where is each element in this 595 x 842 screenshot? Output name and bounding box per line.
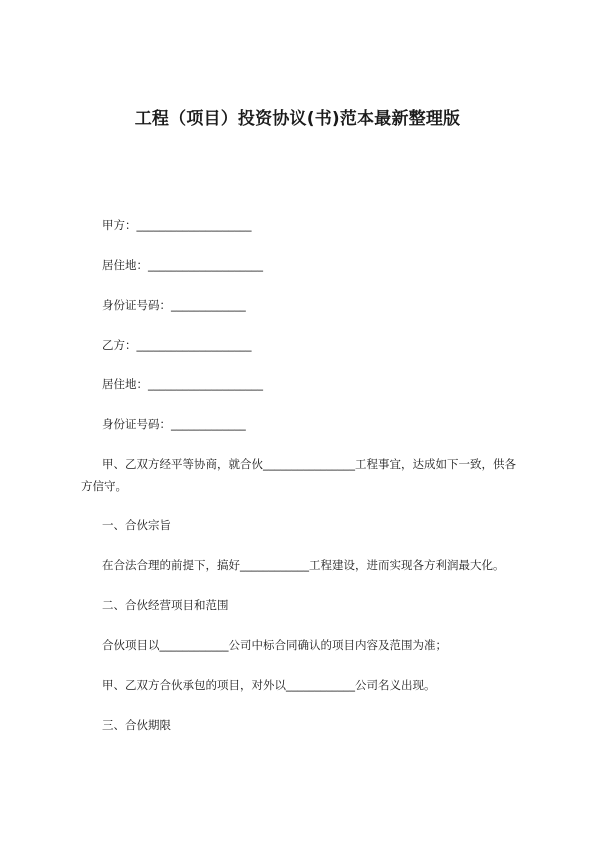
section-1-heading: 一、合伙宗旨 — [102, 518, 171, 532]
intro-paragraph: 甲、乙双方经平等协商，就合伙________________工程事宜，达成如下一致，供各方信守。 — [81, 457, 516, 493]
party-b-line: 乙方：____________________ — [102, 338, 252, 352]
section-2-heading: 二、合伙经营项目和范围 — [102, 598, 229, 612]
section-2-text-2: 甲、乙双方合伙承包的项目，对外以____________公司名义出现。 — [102, 678, 436, 692]
party-a-residence-line: 居住地：____________________ — [102, 258, 263, 272]
party-a-id-line: 身份证号码：_____________ — [102, 298, 246, 312]
document-title: 工程（项目）投资协议(书)范本最新整理版 — [134, 109, 461, 129]
section-3-heading: 三、合伙期限 — [102, 718, 171, 732]
party-a-line: 甲方：____________________ — [102, 218, 252, 232]
party-b-residence-line: 居住地：____________________ — [102, 377, 263, 391]
party-b-id-line: 身份证号码：_____________ — [102, 417, 246, 431]
section-1-text: 在合法合理的前提下，搞好____________工程建设，进而实现各方利润最大化。 — [102, 558, 505, 572]
section-2-text-1: 合伙项目以____________公司中标合同确认的项目内容及范围为准； — [102, 638, 447, 652]
